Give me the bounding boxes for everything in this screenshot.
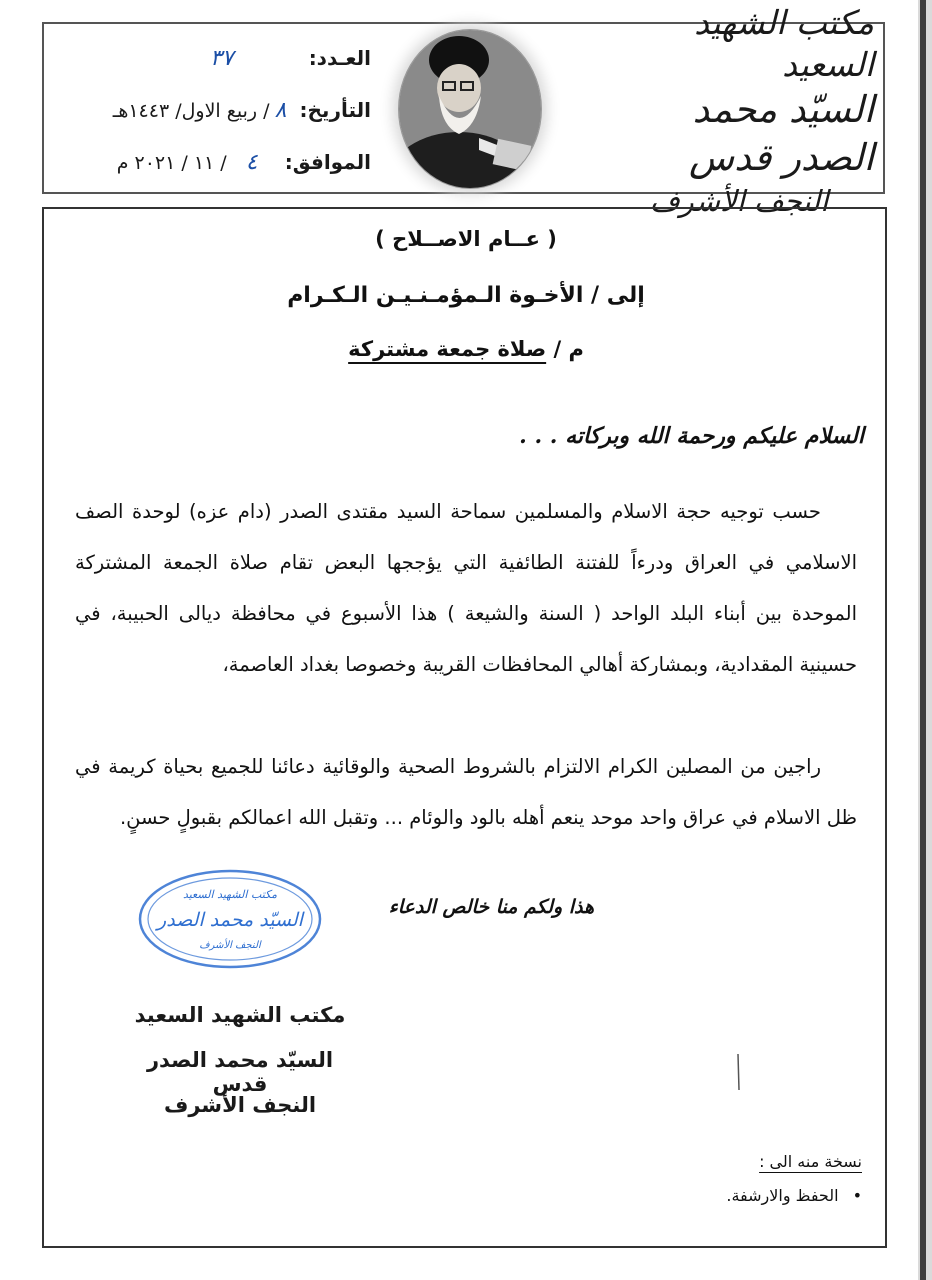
office-stamp xyxy=(137,868,323,970)
stamp-line-2: السيّد محمد الصدر xyxy=(157,909,303,931)
logo-line-1: مكتب الشهيد السعيد xyxy=(694,3,874,84)
bullet-icon: • xyxy=(852,1186,862,1205)
letterhead xyxy=(42,3,885,218)
equivalent-day: ٤ xyxy=(245,150,258,175)
reference-number-row xyxy=(210,46,371,71)
stamp-line-1: مكتب الشهيد السعيد xyxy=(182,888,278,901)
number-value: ٣٧ xyxy=(209,46,234,71)
signature-line-1: مكتب الشهيد السعيد xyxy=(134,1003,346,1027)
signature-line-3: النجف الأشرف xyxy=(163,1093,317,1117)
number-label: العـدد: xyxy=(308,46,371,70)
paragraph-2: راجين من المصلين الكرام الالتزام بالشروط الصحية والوقائية دعائنا للجميع بحياة كريمة في ظل الاسلام في عراق واحد موحد ينعم أهله بالود والوئام ... وتقبل الله اعمالكم بقبولٍ حسنٍ. xyxy=(75,755,857,829)
logo-line-2: السيّد محمد الصدر قدس xyxy=(689,88,874,179)
gregorian-date-row xyxy=(117,150,371,175)
copies-heading: نسخة منه الى : xyxy=(759,1152,862,1171)
copies-list-item xyxy=(726,1186,862,1205)
equivalent-rest: / ١١ / ٢٠٢١ م xyxy=(116,152,227,174)
signature-line-2: السيّد محمد الصدر قدس xyxy=(146,1048,334,1096)
date-day: ٨ xyxy=(274,98,287,123)
date-label: التأريخ: xyxy=(299,98,371,122)
scan-edge xyxy=(918,0,932,1280)
date-rest: / ربيع الاول/ ١٤٤٣هـ xyxy=(112,100,270,122)
cleric-portrait xyxy=(399,30,541,188)
office-calligraphy-logo xyxy=(604,3,874,218)
subject-line xyxy=(0,337,932,361)
hijri-date-row xyxy=(113,98,371,123)
paragraph-1: حسب توجيه حجة الاسلام والمسلمين سماحة السيد مقتدى الصدر (دام عزه) لوحدة الصف الاسلامي في العراق ودرءاً للفتنة الطائفية التي يؤججها البعض تقام صلاة الجمعة المشتركة الموحدة بين أبناء البلد الواحد ( السنة والشيعة ) هذا الأسبوع في محافظة ديالى الحبيبة، في حسينية المقدادية، وبمشاركة أهالي المحافظات القريبة وخصوصا بغداد العاصمة، xyxy=(75,500,857,676)
letter-title: ( عــام الاصــلاح ) xyxy=(375,227,557,251)
pen-mark xyxy=(734,1052,742,1092)
addressee: إلى / الأخـوة الـمؤمـنـيـن الـكـرام xyxy=(287,283,645,308)
greeting: السلام عليكم ورحمة الله وبركاته . . . xyxy=(519,423,864,449)
logo-line-3: النجف الأشرف xyxy=(649,184,829,218)
closing-line: هذا ولكم منا خالص الدعاء xyxy=(388,896,594,918)
stamp-line-3: النجف الأشرف xyxy=(199,940,261,951)
subject-text: صلاة جمعة مشتركة xyxy=(348,337,547,361)
equivalent-label: الموافق: xyxy=(284,150,371,174)
copy-item-text: الحفظ والارشفة. xyxy=(726,1186,839,1205)
subject-prefix: م / xyxy=(553,337,584,361)
